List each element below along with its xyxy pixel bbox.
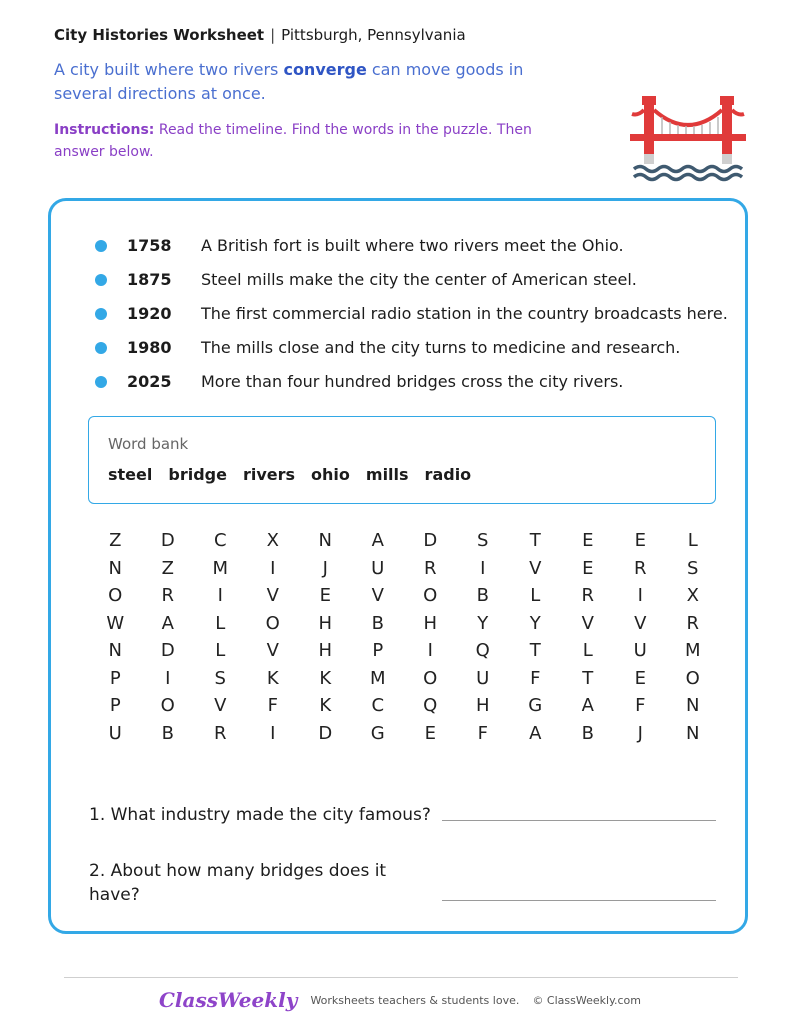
word-bank-word: radio [424, 465, 472, 484]
puzzle-row [89, 527, 719, 555]
puzzle-letter[interactable]: V [266, 640, 279, 661]
puzzle-letter[interactable]: C [371, 695, 385, 716]
puzzle-letter[interactable]: D [160, 530, 175, 551]
puzzle-letter[interactable]: H [423, 612, 438, 634]
puzzle-letter[interactable]: I [165, 667, 171, 689]
puzzle-letter[interactable]: X [266, 530, 279, 551]
puzzle-letter[interactable]: J [637, 722, 643, 744]
puzzle-letter[interactable]: D [160, 640, 175, 661]
puzzle-letter[interactable]: R [633, 557, 647, 579]
timeline-year: 1875 [127, 270, 172, 289]
answer-line-1[interactable] [442, 820, 716, 821]
puzzle-letter[interactable]: Z [109, 530, 122, 551]
timeline-year: 1980 [127, 338, 172, 357]
worksheet-subtitle: Pittsburgh, Pennsylvania [281, 26, 466, 44]
puzzle-letter[interactable]: T [529, 640, 541, 661]
instructions-text: Read the timeline. Find the words in the puzzle. Then answer below. [54, 122, 532, 160]
puzzle-letter[interactable]: N [686, 695, 700, 716]
puzzle-letter[interactable]: L [215, 640, 226, 661]
puzzle-row [89, 692, 719, 720]
puzzle-letter[interactable]: M [684, 640, 701, 661]
question-2: 2. About how many bridges does it have? [89, 861, 387, 905]
bullet-dot [95, 342, 107, 354]
puzzle-letter[interactable]: B [476, 585, 489, 606]
puzzle-letter[interactable]: X [686, 585, 699, 606]
timeline-event: Steel mills make the city the center of American steel. [201, 270, 637, 289]
puzzle-letter[interactable]: Z [161, 557, 174, 579]
puzzle-letter[interactable]: I [270, 557, 276, 579]
puzzle-letter[interactable]: R [423, 557, 437, 579]
intro-before: A city built where two rivers [54, 60, 284, 79]
puzzle-letter[interactable]: T [582, 667, 594, 689]
puzzle-letter[interactable]: R [213, 722, 227, 744]
puzzle-letter[interactable]: S [477, 530, 489, 551]
word-bank [88, 416, 716, 504]
puzzle-letter[interactable]: S [687, 557, 699, 579]
word-search-grid [89, 527, 719, 747]
puzzle-row [89, 637, 719, 665]
puzzle-letter[interactable]: S [214, 667, 226, 689]
puzzle-letter[interactable]: B [161, 722, 174, 744]
puzzle-letter[interactable]: U [108, 722, 122, 744]
puzzle-letter[interactable]: E [582, 557, 594, 579]
puzzle-row [89, 665, 719, 693]
footer-divider [64, 977, 738, 978]
puzzle-letter[interactable]: B [371, 612, 384, 634]
puzzle-letter[interactable]: Y [477, 612, 489, 634]
puzzle-letter[interactable]: G [370, 722, 385, 744]
puzzle-letter[interactable]: N [108, 557, 122, 579]
timeline-year: 1758 [127, 236, 172, 255]
puzzle-letter[interactable]: U [633, 640, 647, 661]
word-bank-word: bridge [168, 465, 227, 484]
worksheet-card [48, 198, 748, 934]
puzzle-letter[interactable]: B [581, 722, 594, 744]
intro-text [54, 58, 574, 106]
intro-after: can move goods in several directions at once. [54, 60, 524, 103]
puzzle-letter[interactable]: A [161, 612, 174, 634]
puzzle-letter[interactable]: V [371, 585, 384, 606]
footer [0, 988, 800, 1012]
brand-logo[interactable]: ClassWeekly [158, 988, 298, 1012]
footer-tagline: Worksheets teachers & students love. [310, 993, 520, 1007]
bridge-icon [630, 92, 746, 182]
puzzle-letter[interactable]: M [369, 667, 386, 689]
word-bank-word: ohio [311, 465, 350, 484]
puzzle-letter[interactable]: L [530, 585, 541, 606]
puzzle-letter[interactable]: E [634, 667, 646, 689]
header-separator: | [270, 26, 276, 44]
question-1: 1. What industry made the city famous? [89, 805, 431, 825]
puzzle-letter[interactable]: I [480, 557, 486, 579]
puzzle-letter[interactable]: F [267, 695, 278, 716]
puzzle-letter[interactable]: P [372, 640, 384, 661]
puzzle-letter[interactable]: W [106, 612, 125, 634]
puzzle-letter[interactable]: K [266, 667, 279, 689]
instructions [54, 119, 574, 163]
word-bank-label: Word bank [108, 435, 189, 453]
puzzle-letter[interactable]: L [687, 530, 698, 551]
puzzle-letter[interactable]: Q [423, 695, 438, 716]
puzzle-letter[interactable]: O [108, 585, 123, 606]
bullet-dot [95, 274, 107, 286]
puzzle-letter[interactable]: O [423, 585, 438, 606]
puzzle-letter[interactable]: J [322, 557, 328, 579]
timeline-event: A British fort is built where two rivers meet the Ohio. [201, 236, 624, 255]
puzzle-row [89, 610, 719, 638]
puzzle-letter[interactable]: P [109, 667, 121, 689]
timeline-year: 2025 [127, 372, 172, 391]
puzzle-letter[interactable]: N [108, 640, 122, 661]
puzzle-letter[interactable]: R [161, 585, 174, 606]
puzzle-letter[interactable]: N [686, 722, 700, 744]
puzzle-letter[interactable]: R [686, 612, 699, 634]
worksheet-header [54, 26, 466, 44]
word-bank-words [108, 465, 471, 484]
puzzle-letter[interactable]: L [215, 612, 226, 634]
puzzle-letter[interactable]: O [423, 667, 438, 689]
puzzle-letter[interactable]: I [217, 585, 223, 606]
puzzle-letter[interactable]: V [634, 612, 647, 634]
puzzle-letter[interactable]: F [530, 667, 541, 689]
puzzle-letter[interactable]: E [634, 530, 646, 551]
puzzle-letter[interactable]: A [581, 695, 594, 716]
bullet-dot [95, 308, 107, 320]
worksheet-title: City Histories Worksheet [54, 26, 265, 44]
word-bank-word: mills [365, 465, 409, 484]
puzzle-letter[interactable]: O [265, 612, 280, 634]
puzzle-letter[interactable]: H [475, 695, 490, 716]
puzzle-letter[interactable]: I [270, 722, 276, 744]
timeline-year: 1920 [127, 304, 172, 323]
puzzle-letter[interactable]: I [637, 585, 643, 606]
timeline-event: The first commercial radio station in the country broadcasts here. [201, 304, 728, 323]
word-bank-word: steel [108, 465, 153, 484]
puzzle-letter[interactable]: V [266, 585, 279, 606]
puzzle-letter[interactable]: F [635, 695, 646, 716]
word-bank-word: rivers [242, 465, 296, 484]
footer-copyright: © ClassWeekly.com [532, 993, 641, 1007]
puzzle-letter[interactable]: E [319, 585, 331, 606]
puzzle-letter[interactable]: D [318, 722, 333, 744]
puzzle-letter[interactable]: O [685, 667, 700, 689]
puzzle-letter[interactable]: U [476, 667, 490, 689]
puzzle-letter[interactable]: H [318, 612, 333, 634]
puzzle-letter[interactable]: O [160, 695, 175, 716]
puzzle-letter[interactable]: M [212, 557, 229, 579]
puzzle-letter[interactable]: C [213, 530, 227, 551]
puzzle-letter[interactable]: R [581, 585, 594, 606]
puzzle-letter[interactable]: V [214, 695, 227, 716]
puzzle-letter[interactable]: H [318, 640, 333, 661]
instructions-label: Instructions: [54, 122, 155, 138]
puzzle-letter[interactable]: P [109, 695, 121, 716]
puzzle-letter[interactable]: U [371, 557, 385, 579]
puzzle-letter[interactable]: Q [475, 640, 490, 661]
timeline-event: The mills close and the city turns to medicine and research. [201, 338, 681, 357]
puzzle-letter[interactable]: T [529, 530, 541, 551]
puzzle-letter[interactable]: E [424, 722, 436, 744]
puzzle-letter[interactable]: A [529, 722, 542, 744]
puzzle-letter[interactable]: N [318, 530, 332, 551]
puzzle-letter[interactable]: K [319, 667, 332, 689]
puzzle-letter[interactable]: G [528, 695, 543, 716]
puzzle-letter[interactable]: E [582, 530, 594, 551]
puzzle-letter[interactable]: V [581, 612, 594, 634]
puzzle-letter[interactable]: L [582, 640, 593, 661]
timeline-event: More than four hundred bridges cross the city rivers. [201, 372, 624, 391]
puzzle-row [89, 582, 719, 610]
puzzle-letter[interactable]: K [319, 695, 332, 716]
puzzle-row [89, 555, 719, 583]
puzzle-letter[interactable]: F [477, 722, 488, 744]
puzzle-letter[interactable]: A [371, 530, 384, 551]
answer-line-2[interactable] [442, 900, 716, 901]
puzzle-letter[interactable]: V [529, 557, 542, 579]
puzzle-letter[interactable]: I [427, 640, 433, 661]
puzzle-letter[interactable]: Y [529, 612, 541, 634]
bullet-dot [95, 240, 107, 252]
puzzle-row [89, 720, 719, 748]
puzzle-letter[interactable]: D [423, 530, 438, 551]
bullet-dot [95, 376, 107, 388]
intro-keyword: converge [283, 60, 367, 79]
